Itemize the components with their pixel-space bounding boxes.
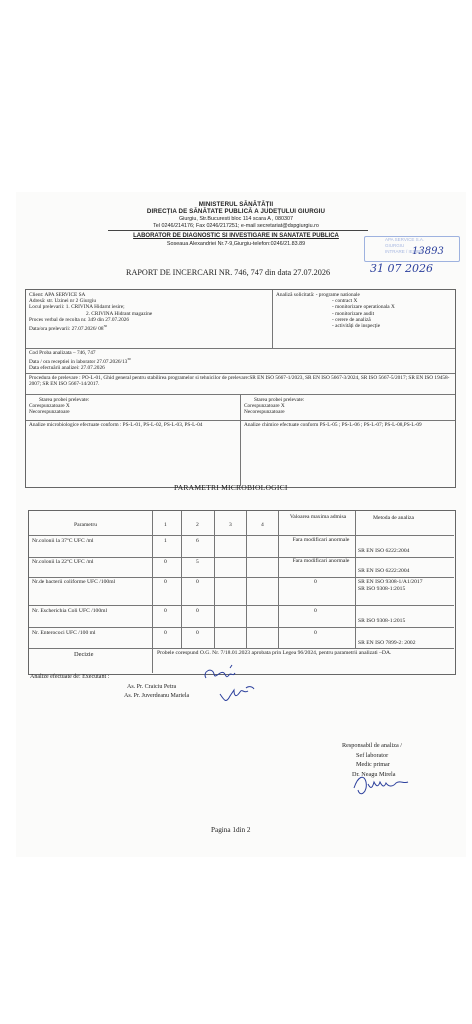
ministry-title: MINISTERUL SĂNĂTĂȚII (198, 201, 274, 208)
th-valoare-maxima: Valoarea maxima admisa (289, 514, 347, 520)
state-left (29, 397, 89, 416)
row2-v1: 0 (164, 559, 167, 565)
row5-v2: 0 (196, 630, 199, 636)
row4-v2: 0 (196, 608, 199, 614)
row4-method: SR ISO 9308-1:2015 (358, 618, 406, 624)
stamp-line-1: APA SERVICE S.A. (385, 237, 425, 242)
state-right-ok: Corespunzatoare X (244, 403, 285, 410)
client-address: Adresă: str. Uzinei nr 2 Giurgiu (29, 298, 96, 305)
page-footer: Pagina 1din 2 (211, 826, 251, 834)
header-rule (108, 230, 368, 231)
row5-param: Nr. Enterococi UFC /100 ml (32, 630, 96, 636)
state-right-title: Starea probei prelevate: (254, 397, 305, 403)
table-vline-1 (181, 511, 182, 648)
analysis-line-1: Analiză solicitată: - programe nationale (276, 292, 360, 298)
th-parametru: Parametru (74, 522, 97, 528)
table-vline-5 (355, 511, 356, 648)
responsible-line-1: Responsabil de analiza / (342, 742, 402, 749)
state-left-title: Starea probei prelevate: (39, 397, 90, 403)
row3-v2: 0 (196, 579, 199, 585)
th-col-1: 1 (164, 522, 167, 528)
analysis-line-4: - monitorizare audit (332, 310, 375, 317)
row5-method: SR EN ISO 7899-2: 2002 (358, 640, 416, 646)
info-divider-4 (26, 420, 455, 421)
table-hline-header (29, 535, 454, 536)
row5-v1: 0 (164, 630, 167, 636)
stamp-number: 13893 (412, 246, 444, 257)
state-right-nok: Necorespunzatoare (244, 409, 285, 416)
responsible-line-3: Medic primar (356, 761, 390, 769)
analyses-chem: Analize chimice efectuate conform PS-L-05 ; PS-L-06 ; PS-L-07; PS-L-08,PS-L-09 (244, 422, 422, 428)
state-left-nok: Necorespunzatoare (29, 409, 70, 416)
directorate-contacts: Tel 0246/214176; Fax 0246/217251; e-mail secretariat@dspgiurgiu.ro (153, 223, 319, 229)
th-col-3: 3 (229, 522, 232, 528)
executors-title: Analize efectuate de: Executant : (30, 674, 110, 680)
responsible-line-2: Sef laborator (356, 751, 389, 759)
row3-param: Nr.de bacterii coliforme UFC /100ml (32, 579, 116, 585)
row3-vma: 0 (314, 579, 317, 585)
directorate-address: Giurgiu, Str.Bucuresti bloc 114 scara A , 080307 (178, 216, 294, 222)
info-divider-2 (26, 373, 455, 374)
section-title: PARAMETRI MICROBIOLOGICI (174, 483, 288, 492)
analysis-line-5: - cerere de analiză (332, 316, 371, 323)
row2-v2: 5 (196, 559, 199, 565)
executor-signatures (200, 664, 270, 712)
table-hline-4 (29, 627, 454, 628)
analysis-line-2: - contract X (332, 298, 358, 305)
table-vline-param (152, 511, 153, 673)
row2-vma: Fara modificari anormale (292, 558, 350, 564)
row1-param: Nr.colonii la 37ºC UFC /ml (32, 538, 94, 544)
procedure-text: Procedura de prelevare : PO-L-01, Ghid general pentru stabilirea programelor si tehnicilor de prelevare:SR EN ISO 5667-1/2023, SR EN ISO 5667-3/2024, SR ISO 5667-5/2017; SR EN ISO 19458-2007; SR EN ISO 5667-14/2017. (29, 375, 450, 388)
client-name: Client: APA SERVICE SA (29, 292, 86, 298)
probe-reception: Data / ora receptiei in laborator $27.07.2026/13^{30}$ (29, 357, 131, 365)
table-vline-2 (214, 511, 215, 648)
analyses-micro: Analize microbiologice efectuate conform : PS-L-01, PS-L-02, PS-L-03, PS-L-04 (29, 422, 203, 428)
table-vline-3 (246, 511, 247, 648)
row1-vma: Fara modificari anormale (292, 537, 350, 543)
state-right (244, 397, 304, 416)
probe-analysis-date: Data efectuării analizei: 27.07.2026 (29, 365, 105, 372)
row1-v2: 6 (196, 538, 199, 544)
responsible-line-4: Dr. Neagu Mirela (352, 770, 396, 778)
sampling-place-1: Locul prelevarii: 1. CRIVINA Hidarnt iesire; (29, 304, 125, 311)
row4-param: Nr. Escherichia Coli UFC /100ml (32, 608, 108, 614)
executor-2: As. Pr. Juverdeanu Mariela (124, 693, 190, 699)
row4-v1: 0 (164, 608, 167, 614)
info-divider-vertical (272, 290, 273, 348)
decision-label: Decizie (74, 651, 94, 658)
analysis-requested (276, 292, 395, 329)
row1-method: SR EN ISO 6222:2004 (358, 548, 410, 554)
directorate-title: DIRECȚIA DE SĂNĂTATE PUBLICĂ A JUDEȚULUI GIURGIU (146, 208, 326, 215)
table-hline-3 (29, 605, 454, 606)
row2-method: SR EN ISO 6222:2004 (358, 568, 410, 574)
analysis-line-3: - monitorizare operationala X (332, 304, 395, 311)
client-block (29, 292, 152, 332)
stamp-date: 31 07 2026 (370, 262, 433, 275)
responsible-signature (350, 768, 420, 804)
state-left-ok: Corespunzatoare X (29, 403, 70, 410)
probe-block (29, 350, 131, 371)
row5-vma: 0 (314, 630, 317, 636)
executor-1: As. Pr. Craiciu Petra (127, 684, 177, 690)
report-title: RAPORT DE INCERCARI NR. 746, 747 din data 27.07.2026 (126, 268, 331, 277)
table-hline-5 (29, 648, 454, 649)
table-hline-2 (29, 577, 454, 578)
stamp-line-3: INTRARE / IESIRE (385, 249, 424, 254)
table-vline-4 (278, 511, 279, 648)
stamp-line-2: GIURGIU (385, 243, 405, 248)
lab-name: LABORATOR DE DIAGNOSTIC SI INVESTIGARE IN SANATATE PUBLICA (133, 233, 339, 239)
info-divider-vertical-2 (240, 395, 241, 486)
lab-address: Soseaua Alexandriei Nr.7-9,Giurgiu-telefon:0246/21.83.89 (166, 241, 306, 247)
th-col-2: 2 (196, 522, 199, 528)
row3-method: SR EN ISO 9308-1/A1/2017 SR ISO 9308-1:2015 (358, 579, 423, 592)
sampling-place-2: 2. CRIVINA Hidrant magazine (86, 310, 153, 317)
probe-code: Cod Proba analizata – 746, 747 (29, 350, 96, 356)
info-divider-1 (26, 348, 455, 349)
sampling-report: Proces verbal de recolta nr. 349 din 27.07.2026 (29, 316, 130, 323)
decision-text: Probele corespund O.G. Nr. 7/18.01.2023 aprobata prin Legea 96/2024, pentru parametrii analizati –DA. (157, 650, 392, 656)
sampling-datetime: Data/ora prelevarii: 27.07.2026/ $08^{30}$ (29, 324, 108, 332)
th-metoda: Metoda de analiza (373, 515, 414, 521)
row1-v1: 1 (164, 538, 167, 544)
row2-param: Nr.colonii la 22ºC UFC /ml (32, 559, 94, 565)
row4-vma: 0 (314, 608, 317, 614)
row3-v1: 0 (164, 579, 167, 585)
analysis-line-6: - activități de inspecție (332, 323, 381, 330)
table-hline-1 (29, 557, 454, 558)
th-col-4: 4 (261, 522, 264, 528)
